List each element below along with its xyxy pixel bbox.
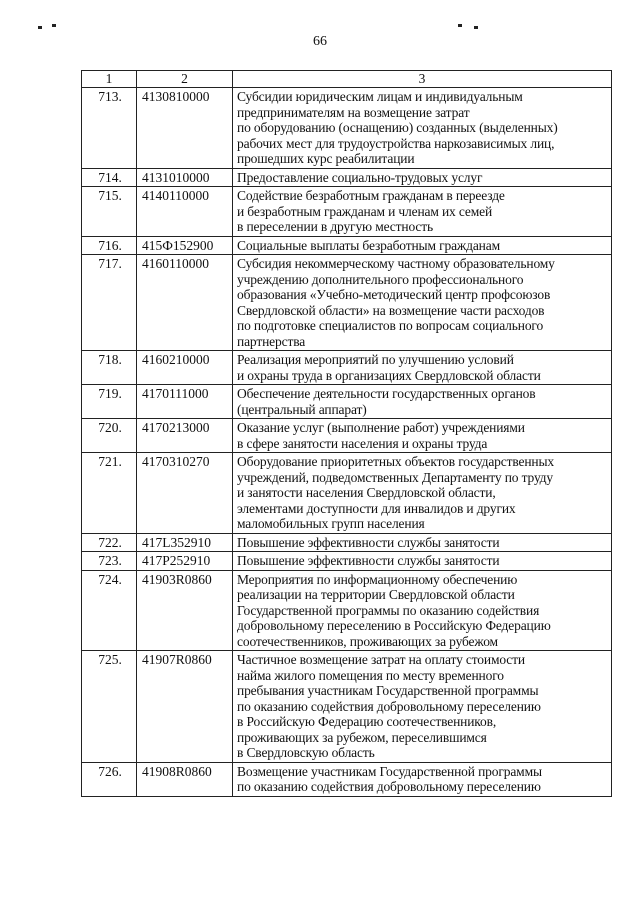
row-description: Обеспечение деятельности государственных органов (центральный аппарат): [233, 385, 612, 419]
column-header-3: 3: [233, 71, 612, 88]
budget-code: 417P252910: [137, 552, 233, 571]
row-number: 725.: [82, 651, 137, 763]
budget-code: 4160210000: [137, 351, 233, 385]
row-number: 714.: [82, 168, 137, 187]
row-description: Повышение эффективности службы занятости: [233, 533, 612, 552]
row-number: 715.: [82, 187, 137, 237]
table-row: [82, 762, 612, 796]
scan-mark: [38, 26, 42, 29]
row-number: 713.: [82, 88, 137, 169]
row-number: 723.: [82, 552, 137, 571]
row-description: Субсидия некоммерческому частному образовательному учреждению дополнительного профессионального образования «Учебно-методический центр профсоюзов Свердловской области» на возмещение части расходов по подготовке специалистов по вопросам социального партнерства: [233, 255, 612, 351]
table-row: [82, 385, 612, 419]
row-description: Повышение эффективности службы занятости: [233, 552, 612, 571]
column-header-1: 1: [82, 71, 137, 88]
budget-code: 4131010000: [137, 168, 233, 187]
table-row: [82, 88, 612, 169]
budget-code: 41903R0860: [137, 570, 233, 651]
row-number: 726.: [82, 762, 137, 796]
scan-mark: [52, 24, 56, 27]
table-row: [82, 351, 612, 385]
row-description: Предоставление социально-трудовых услуг: [233, 168, 612, 187]
budget-code: 4160110000: [137, 255, 233, 351]
budget-code: 4170213000: [137, 419, 233, 453]
row-number: 722.: [82, 533, 137, 552]
page-number: 66: [313, 34, 327, 49]
row-description: Оборудование приоритетных объектов государственных учреждений, подведомственных Департаменту по труду и занятости населения Свердловской области, элементами доступности для инвалидов и других маломобильных групп населения: [233, 453, 612, 534]
scan-mark: [458, 24, 462, 27]
table-row: [82, 187, 612, 237]
table-header-row: [82, 71, 612, 88]
row-description: Реализация мероприятий по улучшению условий и охраны труда в организациях Свердловской области: [233, 351, 612, 385]
scan-marks: [38, 22, 478, 32]
scan-mark: [474, 26, 478, 29]
row-description: Возмещение участникам Государственной программы по оказанию содействия добровольному переселению: [233, 762, 612, 796]
table-row: [82, 533, 612, 552]
budget-code: 417L352910: [137, 533, 233, 552]
column-header-2: 2: [137, 71, 233, 88]
budget-code: 41908R0860: [137, 762, 233, 796]
row-number: 718.: [82, 351, 137, 385]
row-number: 717.: [82, 255, 137, 351]
row-number: 720.: [82, 419, 137, 453]
table-row: [82, 168, 612, 187]
table-row: [82, 453, 612, 534]
row-description: Оказание услуг (выполнение работ) учреждениями в сфере занятости населения и охраны труда: [233, 419, 612, 453]
row-number: 724.: [82, 570, 137, 651]
row-description: Содействие безработным гражданам в переезде и безработным гражданам и членам их семей в переселении в другую местность: [233, 187, 612, 237]
table-row: [82, 419, 612, 453]
row-description: Частичное возмещение затрат на оплату стоимости найма жилого помещения по месту временного пребывания участникам Государственной программы по оказанию содействия добровольному переселению в Российскую Федерацию соотечественников, проживающих за рубежом, переселившимся в Свердловскую область: [233, 651, 612, 763]
budget-code: 4130810000: [137, 88, 233, 169]
row-number: 721.: [82, 453, 137, 534]
row-description: Социальные выплаты безработным гражданам: [233, 236, 612, 255]
row-description: Мероприятия по информационному обеспечению реализации на территории Свердловской области Государственной программы по оказанию содействия добровольному переселению в Российскую Федерацию соотечественников, проживающих за рубежом: [233, 570, 612, 651]
table-row: [82, 651, 612, 763]
row-description: Субсидии юридическим лицам и индивидуальным предпринимателям на возмещение затрат по оборудованию (оснащению) созданных (выделенных) рабочих мест для трудоустройства наркозависимых лиц, прошедших курс реабилитации: [233, 88, 612, 169]
table-row: [82, 570, 612, 651]
table-row: [82, 255, 612, 351]
table-row: [82, 552, 612, 571]
budget-code: 4140110000: [137, 187, 233, 237]
row-number: 719.: [82, 385, 137, 419]
budget-code: 4170111000: [137, 385, 233, 419]
budget-code: 415Ф152900: [137, 236, 233, 255]
budget-code: 41907R0860: [137, 651, 233, 763]
budget-code: 4170310270: [137, 453, 233, 534]
codes-table: [81, 70, 612, 797]
table-row: [82, 236, 612, 255]
row-number: 716.: [82, 236, 137, 255]
